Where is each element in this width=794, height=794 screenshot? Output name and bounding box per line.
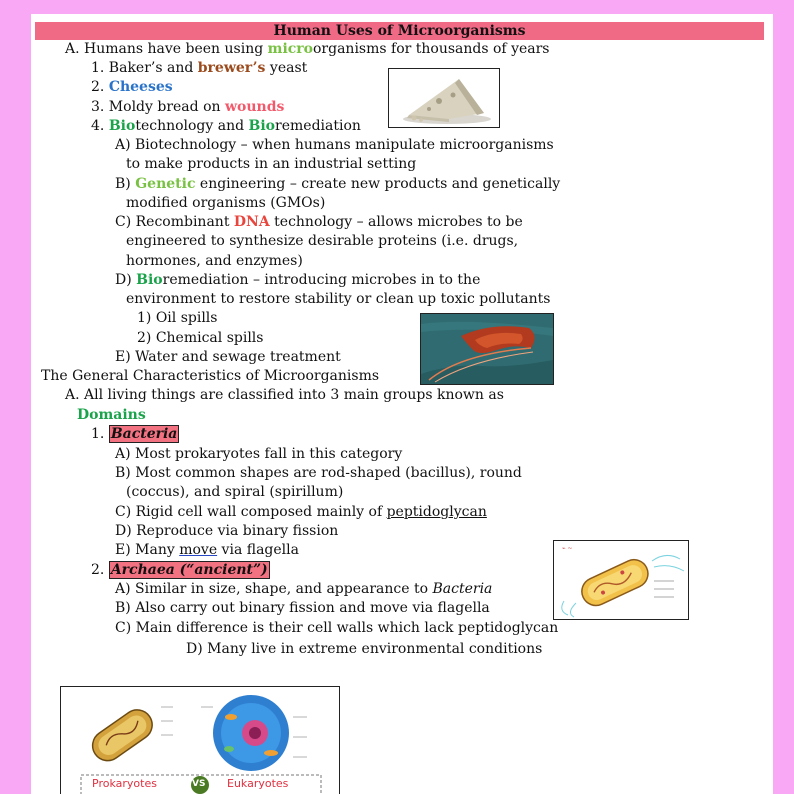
bacteria-heading: 1. Bacteria <box>91 426 178 442</box>
bacteria-b-line2: (coccus), and spiral (spirillum) <box>126 484 344 500</box>
point-a-living-things: A. All living things are classified into 3 main groups known as <box>65 387 504 403</box>
oil-spill-image <box>420 313 554 385</box>
sub-d-chemical-spills: 2) Chemical spills <box>137 330 264 346</box>
archaea-a: A) Similar in size, shape, and appearance to Bacteria <box>115 581 493 597</box>
sub-a-line1: A) Biotechnology – when humans manipulate microorganisms <box>115 137 554 153</box>
title-bar <box>35 22 764 40</box>
archaea-c: C) Main difference is their cell walls which lack peptidoglycan <box>115 620 559 636</box>
svg-text:⌁ ~: ⌁ ~ <box>562 545 573 552</box>
vs-badge: VS <box>192 779 206 789</box>
item-yeast: 1. Baker’s and brewer’s yeast <box>91 60 308 76</box>
domains-label: Domains <box>77 407 146 423</box>
eukaryotes-label: Eukaryotes <box>227 777 289 790</box>
sub-d-oil-spills: 1) Oil spills <box>137 310 218 326</box>
sub-e-water: E) Water and sewage treatment <box>115 349 341 365</box>
prokaryotes-label: Prokaryotes <box>92 777 157 790</box>
bacteria-d: D) Reproduce via binary fission <box>115 523 339 539</box>
sub-d-line2: environment to restore stability or clean up toxic pollutants <box>126 291 551 307</box>
item-cheeses: 2. Cheeses <box>91 79 173 95</box>
bacteria-c: C) Rigid cell wall composed mainly of peptidoglycan <box>115 504 487 520</box>
archaea-heading: 2. Archaea (“ancient”) <box>91 562 268 578</box>
sub-b-line1: B) Genetic engineering – create new products and genetically <box>115 176 561 192</box>
document-page <box>31 14 773 794</box>
sub-b-line2: modified organisms (GMOs) <box>126 195 326 211</box>
sub-d-line1: D) Bioremediation – introducing microbes in to the <box>115 272 481 288</box>
page-title: Human Uses of Microorganisms <box>273 23 526 39</box>
item-moldy-bread: 3. Moldy bread on wounds <box>91 99 285 115</box>
bacteria-a: A) Most prokaryotes fall in this category <box>115 446 403 462</box>
section-heading-characteristics: The General Characteristics of Microorganisms <box>41 368 380 384</box>
point-a-humans: A. Humans have been using microorganisms for thousands of years <box>65 41 550 57</box>
bacteria-b-line1: B) Most common shapes are rod-shaped (bacillus), round <box>115 465 522 481</box>
sub-c-line1: C) Recombinant DNA technology – allows microbes to be <box>115 214 523 230</box>
sub-c-line3: hormones, and enzymes) <box>126 253 303 269</box>
sub-c-line2: engineered to synthesize desirable proteins (i.e. drugs, <box>126 233 519 249</box>
bacteria-e: E) Many move via flagella <box>115 542 299 558</box>
prokaryote-eukaryote-figure <box>60 686 340 794</box>
bacteria-diagram-image <box>553 540 689 620</box>
item-biotechnology: 4. Biotechnology and Bioremediation <box>91 118 361 134</box>
archaea-b: B) Also carry out binary fission and move via flagella <box>115 600 490 616</box>
archaea-d: D) Many live in extreme environmental conditions <box>186 641 543 657</box>
sub-a-line2: to make products in an industrial setting <box>126 156 417 172</box>
cheese-image <box>388 68 500 128</box>
